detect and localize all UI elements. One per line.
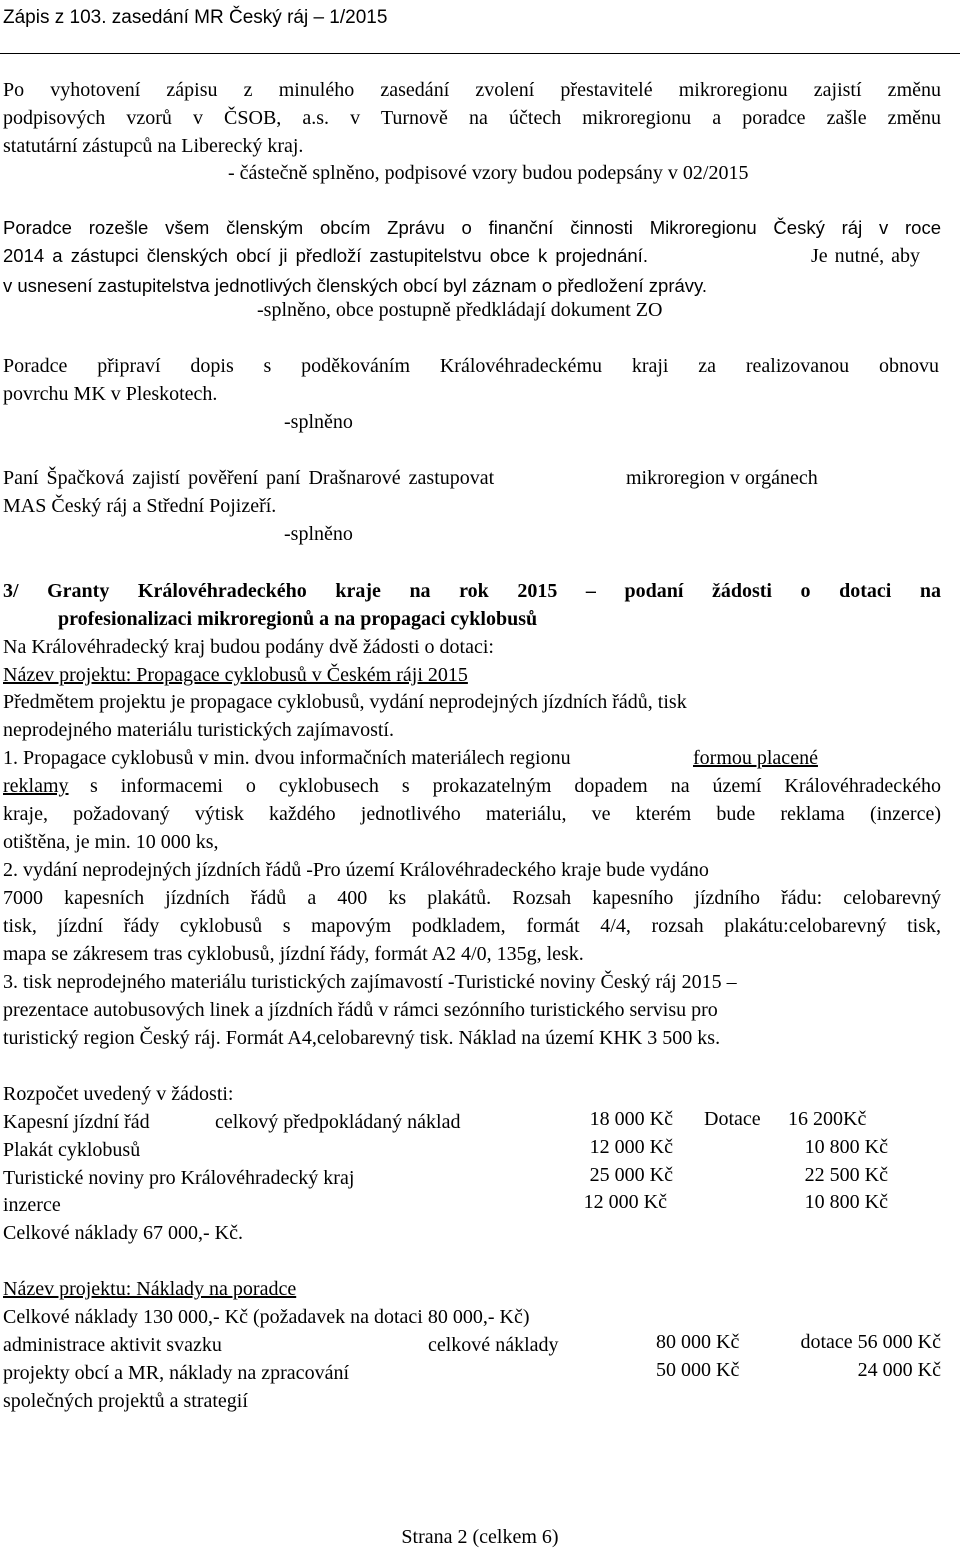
budget-row-label: Kapesní jízdní řád [3, 1111, 150, 1133]
budget-heading: Rozpočet uvedený v žádosti: [3, 1083, 234, 1105]
budget-row-dotace-label: Dotace [704, 1108, 761, 1130]
p1-line-1: Po vyhotovení zápisu z minulého zasedání zvolení přestavitelé mikroregionu zajistí změnu [3, 79, 941, 101]
project-2-row-2-dotace: 24 000 Kč [857, 1359, 941, 1381]
budget-row-cost: 12 000 Kč [589, 1136, 673, 1158]
budget-row-cost: 25 000 Kč [589, 1164, 673, 1186]
p2-line-1: Poradce rozešle všem členským obcím Zprávu o finanční činnosti Mikroregionu Český ráj v roce [3, 217, 941, 238]
project-1-subject-line-1: Předmětem projektu je propagace cyklobusů, vydání neprodejných jízdních řádů, tisk [3, 691, 687, 713]
budget-row-label: Turistické noviny pro Královéhradecký kraj [3, 1167, 355, 1189]
budget-row-dotace: 10 800 Kč [804, 1191, 888, 1213]
p2-line-3: v usnesení zastupitelstva jednotlivých členských obcí byl záznam o předložení zprávy. [3, 275, 708, 296]
project-1-name: Název projektu: Propagace cyklobusů v Českém ráji 2015 [3, 664, 468, 686]
budget-row-dotace: 22 500 Kč [804, 1164, 888, 1186]
budget-row-mid: celkový předpokládaný náklad [215, 1111, 461, 1133]
item-3-line-1: 3. tisk neprodejného materiálu turistických zajímavostí -Turistické noviny Český ráj 2015 – [3, 971, 737, 993]
section-3-title-line-2: profesionalizaci mikroregionů a na propagaci cyklobusů [58, 608, 538, 630]
project-2-row-2-label: projekty obcí a MR, náklady na zpracování [3, 1362, 349, 1384]
p4-line-1b: mikroregion v orgánech [626, 467, 818, 489]
budget-row-cost: 18 000 Kč [589, 1108, 673, 1130]
p2-line-2: 2014 a zástupci členských obcí ji předloží zastupitelstvu obce k projednání. [3, 245, 648, 266]
budget-row-label: inzerce [3, 1194, 61, 1216]
project-2-row-1-dotace: dotace 56 000 Kč [800, 1331, 941, 1353]
project-2-row-1-mid: celkové náklady [428, 1334, 559, 1356]
project-1-subject-line-2: neprodejného materiálu turistických zajímavostí. [3, 719, 394, 741]
p3-status: -splněno [284, 411, 353, 433]
budget-row-label: Plakát cyklobusů [3, 1139, 141, 1161]
p1-status: - částečně splněno, podpisové vzory budou podepsány v 02/2015 [228, 162, 749, 184]
p2-status: -splněno, obce postupně předkládají dokument ZO [257, 299, 663, 321]
project-2-total: Celkové náklady 130 000,- Kč (požadavek na dotaci 80 000,- Kč) [3, 1306, 530, 1328]
item-2-line-3: tisk, jízdní řády cyklobusů s mapovým podkladem, formát 4/4, rozsah plakátu:celobarevný tisk, [3, 915, 941, 937]
section-3-intro: Na Královéhradecký kraj budou podány dvě žádosti o dotaci: [3, 636, 494, 658]
item-2-line-1: 2. vydání neprodejných jízdních řádů -Pro území Královéhradeckého kraje bude vydáno [3, 859, 709, 881]
item-2-line-4: mapa se zákresem tras cyklobusů, jízdní řády, formát A2 4/0, 135g, lesk. [3, 943, 584, 965]
p1-line-2: podpisových vzorů v ČSOB, a.s. v Turnově na účtech mikroregionu a poradce zašle změnu [3, 107, 941, 129]
item-1-line-4: otištěna, je min. 10 000 ks, [3, 831, 219, 853]
budget-row-dotace: 10 800 Kč [804, 1136, 888, 1158]
budget-total: Celkové náklady 67 000,- Kč. [3, 1222, 243, 1244]
item-2-line-2: 7000 kapesních jízdních řádů a 400 ks plakátů. Rozsah kapesního jízdního řádu: celobarevný [3, 887, 941, 909]
item-3-line-2: prezentace autobusových linek a jízdních řádů v rámci sezónního turistického servisu pro [3, 999, 718, 1021]
header-rule [0, 53, 960, 54]
item-1-line-1a: 1. Propagace cyklobusů v min. dvou informačních materiálech regionu [3, 747, 571, 769]
project-2-row-1-cost: 80 000 Kč [656, 1331, 740, 1353]
item-1-line-3: kraje, požadovaný výtisk každého jednotlivého materiálu, ve kterém bude reklama (inzerce) [3, 803, 941, 825]
page-footer: Strana 2 (celkem 6) [401, 1526, 559, 1548]
item-1-line-2b: s informacemi o cyklobusech s prokazatelným dopadem na území Královéhradeckého [90, 775, 941, 797]
page-header: Zápis z 103. zasedání MR Český ráj – 1/2015 [3, 7, 388, 28]
project-2-name: Název projektu: Náklady na poradce [3, 1278, 297, 1300]
project-2-row-2-cost: 50 000 Kč [656, 1359, 740, 1381]
budget-row-cost: 12 000 Kč [583, 1191, 667, 1213]
project-2-row-1-label: administrace aktivit svazku [3, 1334, 222, 1356]
section-3-title-line-1: 3/ Granty Královéhradeckého kraje na rok 2015 – podaní žádosti o dotaci na [3, 580, 941, 602]
p4-line-2: MAS Český ráj a Střední Pojizeří. [3, 495, 277, 517]
p2-line-2b: Je nutné, aby [811, 245, 920, 267]
p4-line-1a: Paní Špačková zajistí pověření paní Drašnarové zastupovat [3, 467, 495, 489]
p4-status: -splněno [284, 523, 353, 545]
p3-line-2: povrchu MK v Pleskotech. [3, 383, 218, 405]
project-2-row-3-label: společných projektů a strategií [3, 1390, 248, 1412]
budget-row-dotace: 16 200Kč [788, 1108, 867, 1130]
item-1-line-2a: reklamy [3, 775, 69, 797]
p3-line-1: Poradce připraví dopis s poděkováním Královéhradeckému kraji za realizovanou obnovu [3, 355, 939, 377]
p1-line-3: statutární zástupců na Liberecký kraj. [3, 135, 304, 157]
item-3-line-3: turistický region Český ráj. Formát A4,celobarevný tisk. Náklad na území KHK 3 500 ks. [3, 1027, 721, 1049]
item-1-line-1b: formou placené [693, 747, 818, 769]
